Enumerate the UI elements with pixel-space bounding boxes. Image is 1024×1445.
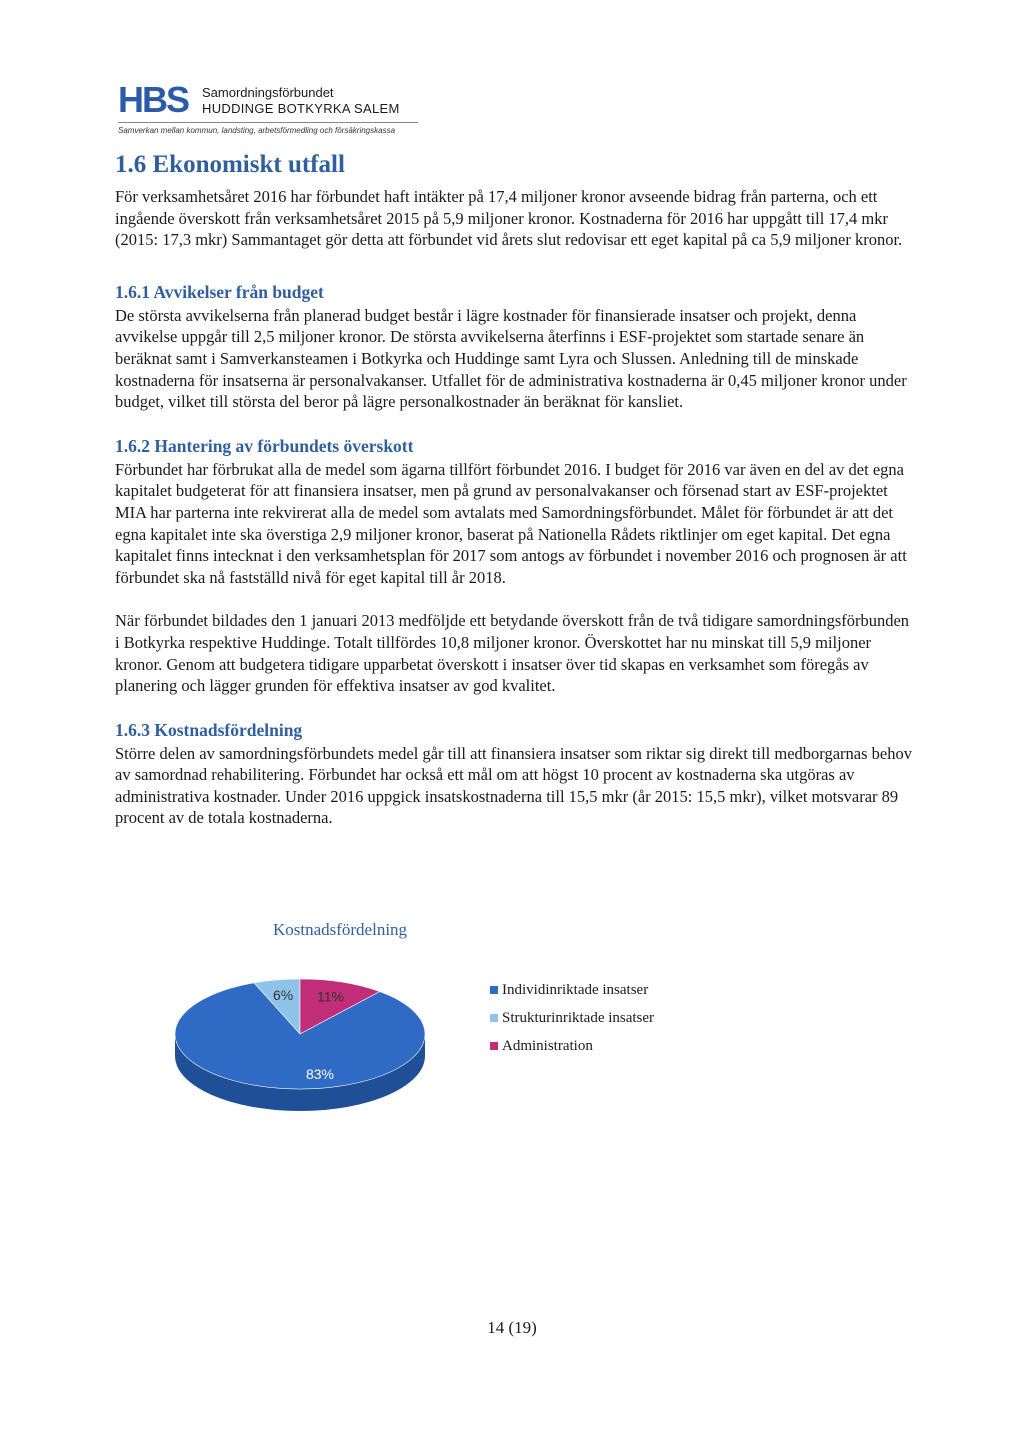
legend-item-struktur <box>490 1008 710 1028</box>
legend-label: Strukturinriktade insatser <box>502 1010 655 1026</box>
logo-mark: HBS <box>118 79 189 120</box>
slice-label-individ: 83% <box>305 1066 335 1082</box>
org-name: Samordningsförbundet <box>202 85 334 100</box>
page-number: 14 (19) <box>487 1318 537 1337</box>
cost-distribution-chart <box>150 912 710 1142</box>
section-intro: För verksamhetsåret 2016 har förbundet haft intäkter på 17,4 miljoner kronor avseende bidrag från parterna, och ett ingående överskott från verksamhetsåret 2015 på 5,9 miljoner kronor. Kostnaderna för 2016 har uppgått till 17,4 mkr (2015: 17,3 mkr) Sammantaget gör detta att förbundet vid årets slut redovisar ett eget kapital på ca 5,9 miljoner kronor. <box>115 187 903 250</box>
slice-label-struktur: 6% <box>273 987 294 1004</box>
pie-chart <box>150 962 450 1142</box>
subsection-title-2: 1.6.2 Hantering av förbundets överskott <box>115 435 414 456</box>
subsection-text-3: Större delen av samordningsförbundets medel går till att finansiera insatser som riktar sig direkt till medborgarnas behov av samordnad rehabilitering. Förbundet har också ett mål om att högst 10 procent av kostnaderna ska utgöras av administrativa kostnader. Under 2016 uppgick insatskostnaderna till 15,5 mkr (år 2015: 15,5 mkr), vilket motsvarar 89 procent av de totala kostnaderna. <box>115 743 912 828</box>
subsection-text-2b: När förbundet bildades den 1 januari 2013 medföljde ett betydande överskott från de två tidigare samordningsförbunden i Botkyrka respektive Huddinge. Totalt tillfördes 10,8 miljoner kronor. Överskottet har nu minskat till 5,9 miljoner kronor. Genom att budgetera tidigare upparbetat överskott i insatser över tid skapas en verksamhet som föregås av planering och lägger grunden för effektiva insatser av god kvalitet. <box>115 611 910 696</box>
org-subtitle: HUDDINGE BOTKYRKA SALEM <box>202 101 400 116</box>
org-tagline: Samverkan mellan kommun, landsting, arbetsförmedling och försäkringskassa <box>118 126 396 135</box>
document-body <box>115 150 915 829</box>
subsection-text-2a: Förbundet har förbrukat alla de medel som ägarna tillfört förbundet 2016. I budget för 2016 var även en del av det egna kapitalet budgeterat för att finansiera insatser, men på grund av personalvakanser och försenad start av ESF-projektet MIA har parterna inte rekvirerat alla de medel som avtalats med Samordningsförbundet. Målet för förbundet är att det egna kapitalet inte ska överstiga 2,9 miljoner kronor, baserat på Nationella Rådets riktlinjer om eget kapital. Det egna kapitalet finns intecknat i den verksamhetsplan för 2017 som antogs av förbundet i november 2016 och prognosen är att förbundet ska nå fastställd nivå för eget kapital till år 2018. <box>115 459 907 587</box>
legend-label: Administration <box>502 1038 593 1054</box>
header-divider <box>118 122 418 123</box>
subsection-text-1: De största avvikelserna från planerad budget består i lägre kostnader för finansierade insatser och projekt, denna avvikelse uppgår till 2,5 miljoner kronor. De största avvikelserna återfinns i ESF-projektet som startade senare än beräknat samt i Samverkansteamen i Botkyrka och Huddinge samt Lyra och Slussen. Anledning till de minskade kostnaderna för insatserna är personalvakanser. Utfallet för de administrativa kostnaderna är 0,45 miljoner kronor under budget, vilket till största del beror på lägre personalkostnader än beräknat för kansliet. <box>115 305 907 412</box>
legend-swatch <box>490 1042 498 1050</box>
chart-legend <box>490 980 710 1064</box>
subsection-title-1: 1.6.1 Avvikelser från budget <box>115 281 324 302</box>
legend-swatch <box>490 986 498 994</box>
header-logo <box>118 78 438 138</box>
legend-item-admin <box>490 1036 710 1056</box>
subsection-title-3: 1.6.3 Kostnadsfördelning <box>115 719 303 740</box>
chart-title: Kostnadsfördelning <box>272 920 408 939</box>
legend-label: Individinriktade insatser <box>502 982 649 998</box>
section-title: 1.6 Ekonomiskt utfall <box>115 151 345 178</box>
slice-label-admin: 11% <box>316 988 344 1005</box>
legend-swatch <box>490 1014 498 1022</box>
legend-item-individ <box>490 980 710 1000</box>
